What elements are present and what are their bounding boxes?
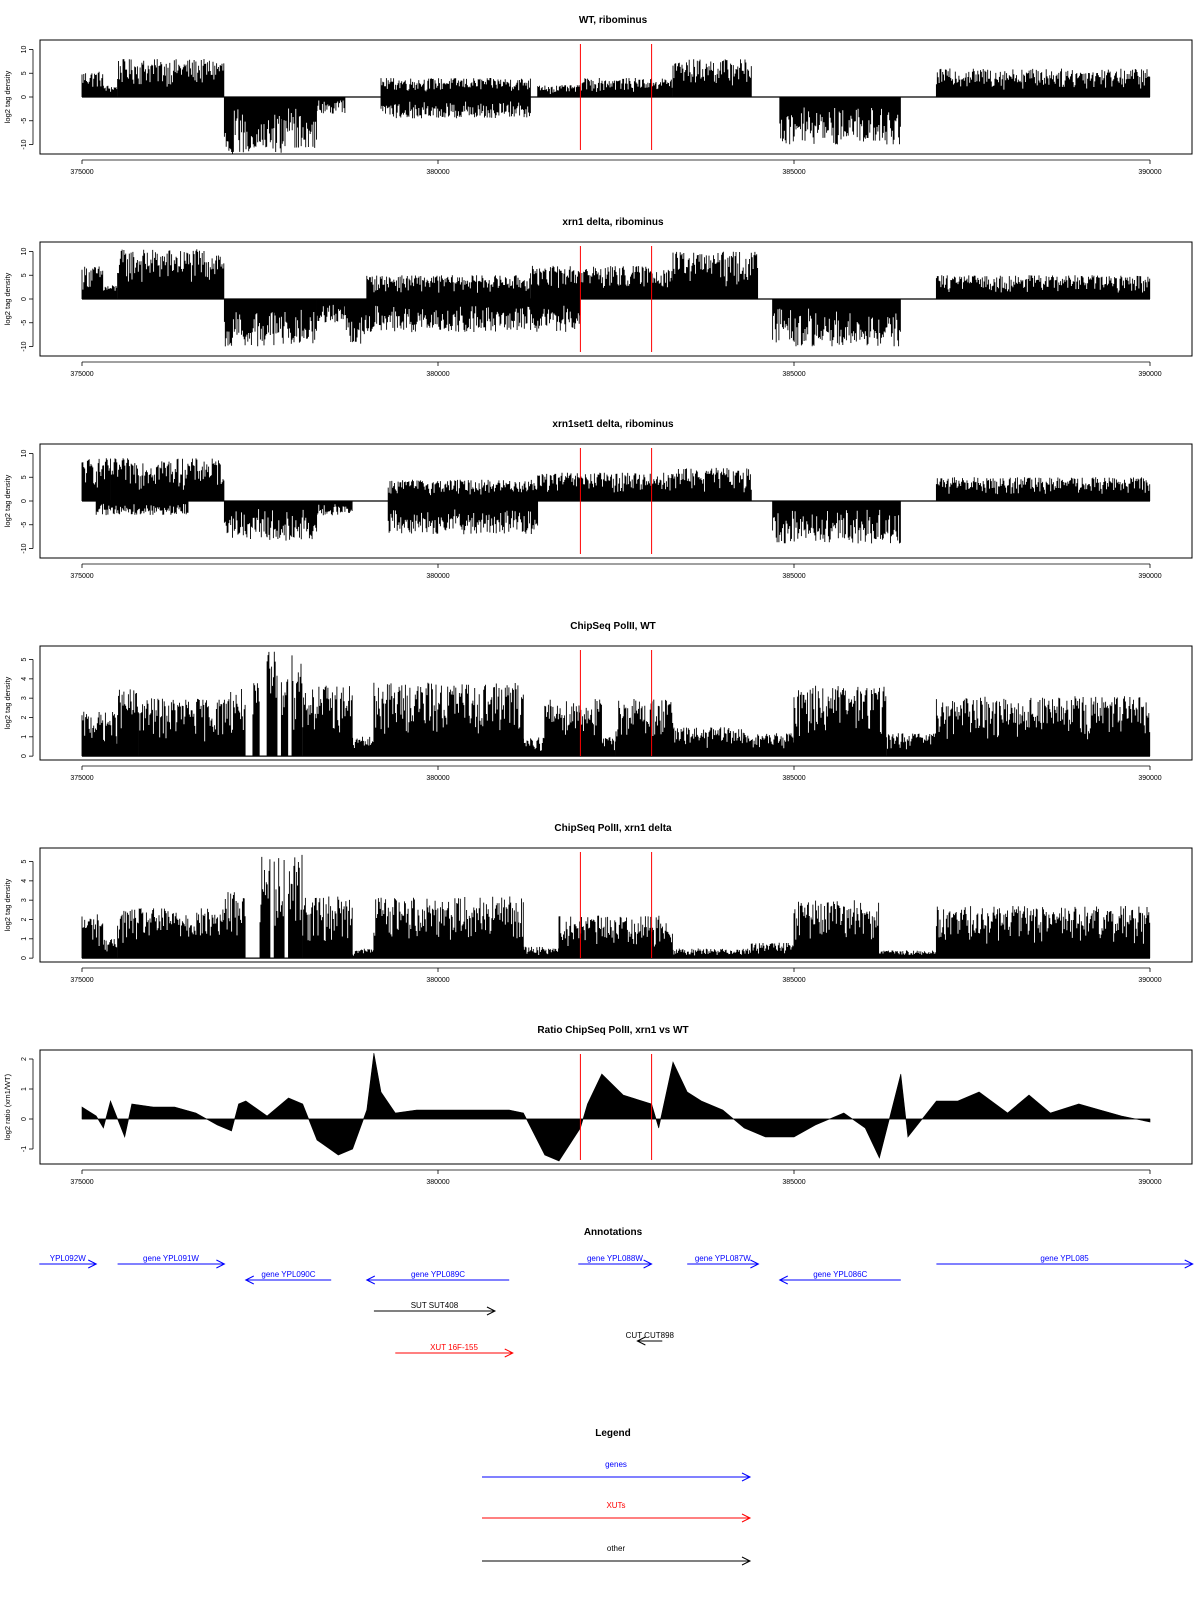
density-bar-group	[936, 477, 1149, 501]
x-tick-label: 375000	[70, 169, 94, 176]
y-axis-label: log2 tag density	[3, 272, 12, 326]
annotation-gene	[936, 1254, 1192, 1268]
density-region	[936, 906, 1149, 958]
annotation-label: gene YPL090C	[261, 1270, 316, 1279]
density-region	[367, 275, 530, 299]
x-tick-label: 390000	[1138, 1179, 1162, 1186]
density-region	[580, 78, 672, 97]
x-tick-label: 385000	[782, 977, 806, 984]
density-region	[103, 285, 117, 299]
track-panel-3	[3, 419, 1192, 580]
density-region	[879, 950, 936, 958]
density-bar-group	[303, 686, 353, 756]
density-region	[103, 939, 117, 958]
legend-item-other	[482, 1544, 750, 1565]
density-bar-group	[381, 78, 530, 97]
y-tick-label: -1	[21, 1145, 28, 1153]
y-tick-label: 0	[21, 754, 28, 759]
annotation-gene	[246, 1270, 331, 1284]
density-bar-group	[139, 698, 224, 756]
density-bar-group	[274, 299, 316, 344]
y-axis-label: log2 tag density	[3, 70, 12, 124]
density-bar-group	[780, 97, 901, 144]
y-tick-label: -5	[21, 521, 28, 528]
annotation-label: CUT CUT898	[625, 1331, 674, 1340]
density-region	[887, 733, 937, 756]
density-region	[388, 480, 537, 501]
density-region	[744, 733, 794, 756]
annotation-label: XUT 16F-155	[430, 1343, 478, 1352]
density-region	[936, 69, 1149, 98]
density-region	[224, 689, 245, 756]
density-bar-group	[374, 683, 523, 756]
density-region	[274, 858, 284, 958]
y-tick-label: -10	[21, 543, 28, 554]
density-region	[673, 727, 744, 756]
annotation-xut	[395, 1343, 512, 1357]
density-bar-group	[103, 285, 117, 299]
density-bar-group	[82, 72, 103, 97]
density-region	[317, 299, 345, 322]
density-region	[260, 857, 270, 958]
legend-label: other	[606, 1544, 626, 1553]
density-bar-group	[224, 97, 281, 154]
density-region	[317, 501, 352, 515]
density-bar-group	[559, 916, 672, 959]
density-bar-group	[773, 299, 901, 346]
density-bar-group	[317, 97, 345, 114]
density-region	[253, 683, 259, 756]
y-tick-label: 2	[21, 917, 28, 922]
density-region	[82, 267, 103, 300]
density-bar-group	[538, 85, 580, 97]
annotation-gene	[118, 1254, 225, 1268]
y-axis-label: log2 tag density	[3, 878, 12, 932]
annotation-label: gene YPL088W	[586, 1254, 643, 1263]
density-bar-group	[118, 689, 139, 756]
y-tick-label: 2	[21, 715, 28, 720]
x-tick-label: 375000	[70, 371, 94, 378]
density-region	[274, 299, 316, 344]
density-region	[673, 59, 751, 97]
y-tick-label: 5	[21, 657, 28, 662]
track-title: ChipSeq PolII, WT	[570, 621, 656, 632]
x-tick-label: 385000	[782, 1179, 806, 1186]
density-bar-group	[224, 501, 266, 539]
y-axis-label: log2 ratio (xrn1/WT)	[3, 1073, 12, 1141]
density-bar-group	[267, 501, 317, 541]
density-bar-group	[794, 686, 886, 756]
y-axis-label: log2 tag density	[3, 676, 12, 730]
density-bar-group	[616, 699, 673, 756]
y-tick-label: -5	[21, 319, 28, 326]
annotation-gene	[780, 1270, 901, 1284]
density-bar-group	[82, 267, 103, 300]
density-bar-group	[388, 501, 537, 534]
density-bar-group	[388, 480, 537, 501]
density-bar-group	[224, 689, 245, 756]
density-region	[103, 86, 117, 97]
density-bar-group	[118, 249, 224, 299]
x-tick-label: 390000	[1138, 371, 1162, 378]
density-bar-group	[303, 897, 353, 959]
annotation-label: gene YPL091W	[143, 1254, 199, 1263]
track-panel-5	[3, 823, 1192, 984]
density-bar-group	[545, 699, 602, 756]
density-bar-group	[879, 950, 936, 958]
density-bars	[82, 249, 1150, 346]
x-tick-label: 385000	[782, 169, 806, 176]
density-region	[780, 97, 901, 144]
annotation-gene	[687, 1254, 758, 1268]
density-bar-group	[673, 468, 751, 501]
annotation-label: gene YPL089C	[410, 1270, 466, 1279]
density-bar-group	[292, 655, 302, 756]
density-region	[289, 855, 303, 958]
density-bar-group	[367, 299, 580, 332]
density-bar-group	[523, 947, 558, 958]
density-region	[673, 949, 751, 959]
density-region	[281, 97, 316, 148]
density-region	[118, 908, 224, 958]
legend-label: genes	[605, 1460, 627, 1469]
density-bars	[82, 855, 1150, 958]
y-tick-label: 1	[21, 936, 28, 941]
density-region	[936, 477, 1149, 501]
density-region	[224, 97, 281, 154]
density-region	[353, 737, 374, 756]
density-region	[751, 943, 793, 958]
y-tick-label: 4	[21, 676, 28, 681]
density-region	[118, 249, 224, 299]
track-title: Ratio ChipSeq PolII, xrn1 vs WT	[537, 1025, 689, 1036]
density-bar-group	[118, 908, 224, 958]
density-bar-group	[353, 737, 374, 756]
density-region	[374, 683, 523, 756]
density-region	[224, 501, 266, 539]
density-region	[317, 97, 345, 114]
annotation-gene	[39, 1254, 96, 1268]
density-region	[381, 78, 530, 97]
x-tick-label: 375000	[70, 1179, 94, 1186]
density-region	[224, 299, 274, 346]
density-bar-group	[224, 299, 274, 346]
density-bar-group	[794, 900, 879, 958]
density-bars	[82, 59, 1150, 154]
density-bar-group	[602, 737, 616, 756]
x-tick-label: 390000	[1138, 977, 1162, 984]
density-region	[773, 299, 901, 346]
density-bar-group	[281, 679, 287, 756]
density-region	[794, 900, 879, 958]
x-tick-label: 380000	[426, 573, 450, 580]
density-region	[345, 299, 366, 344]
density-region	[367, 299, 580, 332]
density-bar-group	[260, 857, 270, 958]
density-region	[388, 501, 537, 534]
density-bar-group	[103, 939, 117, 958]
annotation-label: gene YPL086C	[813, 1270, 868, 1279]
density-bars	[82, 652, 1150, 756]
density-bar-group	[773, 501, 901, 543]
density-bar-group	[367, 275, 530, 299]
density-bar-group	[353, 949, 374, 958]
y-tick-label: 10	[21, 45, 28, 54]
annotation-label: SUT SUT408	[410, 1301, 459, 1310]
density-bar-group	[224, 892, 245, 958]
density-bar-group	[96, 501, 188, 515]
y-tick-label: 1	[21, 734, 28, 739]
density-bar-group	[274, 858, 284, 958]
x-tick-label: 385000	[782, 775, 806, 782]
density-bar-group	[673, 252, 758, 299]
x-tick-label: 380000	[426, 1179, 450, 1186]
legend-title: Legend	[595, 1428, 631, 1439]
annotation-label: gene YPL085	[1040, 1254, 1089, 1263]
density-bar-group	[317, 501, 352, 515]
x-tick-label: 380000	[426, 371, 450, 378]
density-bar-group	[289, 855, 303, 958]
density-bar-group	[538, 473, 673, 501]
density-region	[111, 458, 224, 501]
density-region	[616, 699, 673, 756]
track-panel-2	[3, 217, 1192, 378]
density-bar-group	[887, 733, 937, 756]
y-tick-label: 1	[21, 1087, 28, 1091]
density-region	[303, 686, 353, 756]
legend-label: XUTs	[606, 1501, 626, 1510]
density-region	[602, 737, 616, 756]
density-bar-group	[111, 458, 224, 501]
density-bar-group	[673, 949, 751, 959]
density-bar-group	[936, 906, 1149, 958]
density-region	[538, 85, 580, 97]
x-tick-label: 380000	[426, 169, 450, 176]
y-tick-label: 0	[21, 1117, 28, 1121]
density-region	[545, 699, 602, 756]
density-bar-group	[103, 86, 117, 97]
density-region	[267, 652, 277, 756]
track-panel-1	[3, 15, 1192, 176]
density-region	[82, 914, 103, 958]
density-region	[292, 655, 302, 756]
track-title: xrn1 delta, ribominus	[562, 217, 664, 228]
density-bar-group	[751, 943, 793, 958]
y-tick-label: -10	[21, 139, 28, 150]
y-tick-label: 0	[21, 297, 28, 301]
density-bar-group	[580, 78, 672, 97]
density-bar-group	[253, 683, 259, 756]
annotations-title: Annotations	[583, 1227, 643, 1238]
y-axis-label: log2 tag density	[3, 474, 12, 528]
x-tick-label: 390000	[1138, 573, 1162, 580]
x-tick-label: 390000	[1138, 169, 1162, 176]
density-bar-group	[523, 738, 544, 757]
track-panel-6	[3, 1025, 1192, 1186]
density-region	[673, 468, 751, 501]
density-bar-group	[936, 69, 1149, 98]
density-region	[936, 275, 1149, 299]
density-bar-group	[673, 727, 744, 756]
x-tick-label: 375000	[70, 977, 94, 984]
density-region	[559, 916, 672, 959]
legend-item-xut	[482, 1501, 750, 1522]
x-tick-label: 385000	[782, 573, 806, 580]
density-region	[936, 696, 1149, 756]
density-region	[523, 738, 544, 757]
x-tick-label: 385000	[782, 371, 806, 378]
y-tick-label: 0	[21, 956, 28, 961]
y-tick-label: 3	[21, 696, 28, 701]
density-bar-group	[82, 712, 117, 756]
density-region	[673, 252, 758, 299]
density-bar-group	[744, 733, 794, 756]
density-region	[118, 689, 139, 756]
density-region	[381, 97, 530, 118]
density-bar-group	[118, 59, 224, 97]
density-region	[267, 501, 317, 541]
y-tick-label: 5	[21, 273, 28, 278]
density-region	[96, 501, 188, 515]
density-region	[794, 686, 886, 756]
y-tick-label: 5	[21, 475, 28, 480]
y-tick-label: 5	[21, 859, 28, 864]
y-tick-label: 0	[21, 499, 28, 503]
density-region	[353, 949, 374, 958]
x-tick-label: 375000	[70, 775, 94, 782]
legend-item-gene	[482, 1460, 750, 1481]
annotations-panel	[39, 1227, 1192, 1357]
density-bar-group	[267, 652, 277, 756]
y-tick-label: 4	[21, 878, 28, 883]
annotation-other	[374, 1301, 495, 1315]
y-tick-label: -5	[21, 117, 28, 124]
density-bar-group	[317, 299, 345, 322]
density-bar-group	[345, 299, 366, 344]
y-tick-label: 10	[21, 247, 28, 256]
density-bar-group	[374, 897, 523, 959]
density-region	[281, 679, 287, 756]
density-region	[82, 72, 103, 97]
track-title: WT, ribominus	[578, 15, 648, 26]
ratio-area	[82, 1053, 1150, 1161]
density-bar-group	[281, 97, 316, 148]
density-bar-group	[936, 275, 1149, 299]
density-region	[374, 897, 523, 959]
y-tick-label: 10	[21, 449, 28, 458]
x-tick-label: 390000	[1138, 775, 1162, 782]
x-tick-label: 380000	[426, 977, 450, 984]
density-region	[523, 947, 558, 958]
x-tick-label: 380000	[426, 775, 450, 782]
density-region	[82, 458, 110, 501]
annotation-gene	[367, 1270, 509, 1284]
track-title: ChipSeq PolII, xrn1 delta	[554, 823, 672, 834]
density-region	[303, 897, 353, 959]
y-tick-label: 2	[21, 1057, 28, 1061]
density-bar-group	[82, 458, 110, 501]
density-bar-group	[936, 696, 1149, 756]
legend-panel	[482, 1428, 750, 1565]
y-tick-label: 5	[21, 71, 28, 76]
density-region	[139, 698, 224, 756]
x-tick-label: 375000	[70, 573, 94, 580]
y-tick-label: 3	[21, 898, 28, 903]
track-panel-4	[3, 621, 1192, 782]
density-region	[118, 59, 224, 97]
density-region	[538, 473, 673, 501]
annotation-other	[626, 1331, 675, 1345]
density-bar-group	[381, 97, 530, 118]
annotation-label: gene YPL087W	[694, 1254, 751, 1263]
density-region	[82, 712, 117, 756]
annotation-label: YPL092W	[49, 1254, 86, 1263]
y-tick-label: -10	[21, 341, 28, 352]
track-title: xrn1set1 delta, ribominus	[552, 419, 674, 430]
y-tick-label: 0	[21, 95, 28, 99]
track-panels	[3, 15, 1192, 1186]
density-bar-group	[82, 914, 103, 958]
density-region	[773, 501, 901, 543]
density-bar-group	[673, 59, 751, 97]
annotation-gene	[578, 1254, 651, 1268]
density-region	[224, 892, 245, 958]
